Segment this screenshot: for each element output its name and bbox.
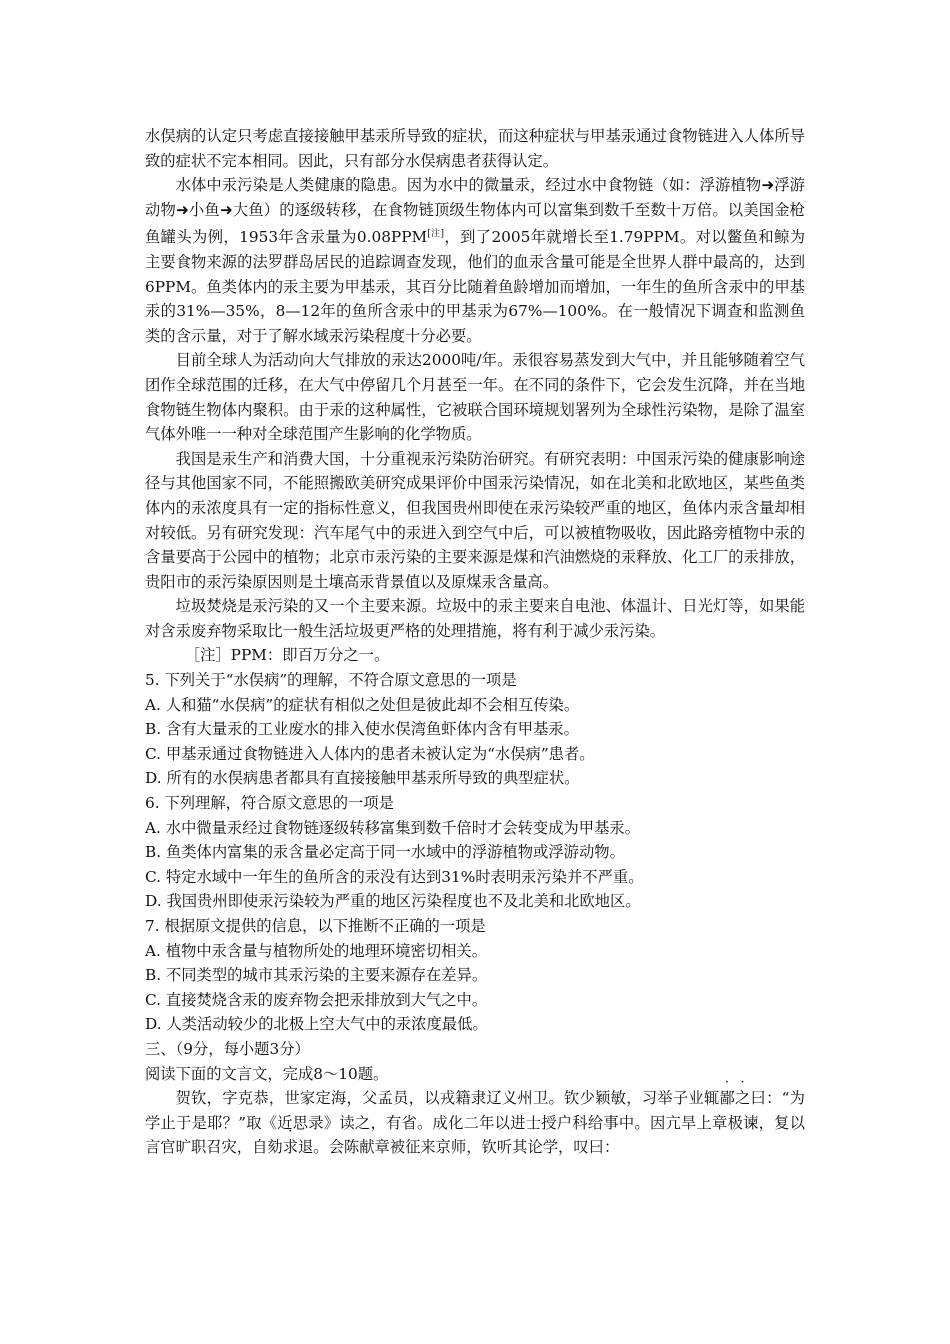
arrow-icon: ➜ — [761, 176, 775, 195]
question-6-option-b: B. 鱼类体内富集的汞含量必定高于同一水域中的浮游植物或浮游动物。 — [145, 843, 625, 862]
passage-paragraph-1: 水俣病的认定只考虑直接接触甲基汞所导致的症状，而这种症状与甲基汞通过食物链进入人体所导致的症状不完本相同。因此，只有部分水俣病患者获得认定。 — [145, 127, 805, 170]
footnote: ［注］PPM：即百万分之一。 — [184, 646, 390, 665]
paragraph-2-part-d: 大鱼）的逐级转移，在食物链顶级生物体内可以富集到数千至数十万倍。以美国金枪鱼罐头为例，1953年含汞量为0.08PPM — [145, 200, 805, 247]
question-5-option-a: A. 人和猫“水俣病”的症状有相似之处但是彼此却不会相互传染。 — [145, 695, 580, 714]
emphasized-character: 辄 — [703, 1089, 720, 1108]
passage-paragraph-2 — [145, 173, 805, 348]
passage-paragraph-4: 我国是汞生产和消费大国，十分重视汞污染防治研究。有研究表明：中国汞污染的健康影响途径与其他国家不同，不能照搬欧美研究成果评价中国汞污染情况，如在北美和北欧地区，某些鱼类体内的汞浓度具有一定的指标性意义，但我国贵州即使在汞污染较严重的地区，鱼体内汞含量却相对较低。另有研究发现：汽车尾气中的汞进入到空气中后，可以被植物吸收，因此路旁植物中汞的含量要高于公园中的植物；北京市汞污染的主要来源是煤和汽油燃烧的汞释放、化工厂的汞排放，贵阳市的汞污染原因则是土壤高汞背景值以及原煤汞含量高。 — [145, 449, 805, 591]
question-6-option-a: A. 水中微量汞经过食物链逐级转移富集到数千倍时才会转变成为甲基汞。 — [145, 818, 640, 837]
emphasized-character: 劾 — [267, 1138, 283, 1157]
paragraph-2-part-e: ，到了2005年就增长至1.79PPM。对以鳖鱼和鲸为主要食物来源的法罗群岛居民的追踪调查发现，他们的血汞含量可能是全世界人群中最高的，达到6PPM。鱼类体内的汞主要为甲基汞，其百分比随着鱼龄增加而增加，一年生的鱼所含汞中的甲基汞的31%—35%，8—12年的鱼所含汞中的甲基汞为67%—100%。在一般情况下调查和监测鱼类的含示量，对于了解水域汞污染程度十分必要。 — [145, 228, 805, 345]
classical-text — [145, 1086, 805, 1160]
question-5-option-b: B. 含有大量汞的工业废水的排入使水俣湾鱼虾体内含有甲基汞。 — [145, 720, 579, 739]
paragraph-2-part-a: 水体中汞污染是人类健康的隐患。因为水中的微量汞，经过水中食物链（如：浮游植物 — [175, 176, 762, 195]
footnote-marker: [注] — [427, 229, 444, 240]
paragraph-2-part-b: 浮游动物 — [145, 176, 805, 219]
question-5-option-c: C. 甲基汞通过食物链进入人体内的患者未被认定为“水俣病”患者。 — [145, 744, 595, 763]
question-7-option-a: A. 植物中汞含量与植物所处的地理环境密切相关。 — [145, 941, 488, 960]
classical-text-part-1: 贺钦，字克恭，世家定海，父孟员，以戎籍隶辽义州卫。钦少颖敏，习举子业 — [175, 1089, 704, 1108]
question-5-option-d: D. 所有的水俣病患者都具有直接接触甲基汞所导致的典型症状。 — [145, 769, 580, 788]
arrow-icon: ➜ — [175, 200, 189, 219]
classical-text-part-4: 求退。会陈献章被征来京师，钦听其论学，叹曰： — [282, 1138, 620, 1157]
section-3-heading: 三、（9分，每小题3分） — [145, 1039, 310, 1058]
question-6-option-c: C. 特定水域中一年生的鱼所含的汞没有达到31%时表明汞污染并不严重。 — [145, 867, 644, 886]
question-6-option-d: D. 我国贵州即使汞污染较为严重的地区污染程度也不及北美和北欧地区。 — [145, 892, 641, 911]
emphasized-character: 鄙 — [719, 1089, 735, 1108]
classical-text-part-3: 之曰：“为学止于是耶？”取《近思录》读之，有省。成化二年以进士授户科给事中。因亢旱上章极谏，复以言官旷职召灾，自 — [145, 1089, 805, 1157]
question-5-stem: 5. 下列关于“水俣病”的理解，不符合原文意思的一项是 — [145, 671, 517, 690]
section-3-instruction: 阅读下面的文言文，完成8～10题。 — [145, 1064, 389, 1083]
passage-paragraph-5: 垃圾焚烧是汞污染的又一个主要来源。垃圾中的汞主要来自电池、体温计、日光灯等，如果能对含汞废弃物采取比一般生活垃圾更严格的处理措施，将有利于减少汞污染。 — [145, 597, 805, 640]
question-6-stem: 6. 下列理解，符合原文意思的一项是 — [145, 794, 394, 813]
document-page — [145, 124, 805, 1160]
paragraph-2-part-c: 小鱼 — [188, 200, 220, 219]
question-7-option-d: D. 人类活动较少的北极上空大气中的汞浓度最低。 — [145, 1015, 488, 1034]
question-7-stem: 7. 根据原文提供的信息，以下推断不正确的一项是 — [145, 917, 486, 935]
question-7-option-b: B. 不同类型的城市其汞污染的主要来源存在差异。 — [145, 966, 488, 985]
arrow-icon: ➜ — [219, 200, 233, 219]
question-7-option-c: C. 直接焚烧含汞的废弃物会把汞排放到大气之中。 — [145, 990, 488, 1009]
passage-paragraph-3: 目前全球人为活动向大气排放的汞达2000吨/年。汞很容易蒸发到大气中，并且能够随着空气团作全球范围的迁移，在大气中停留几个月甚至一年。在不同的条件下，它会发生沉降，并在当地食物链生物体内聚积。由于汞的这种属性，它被联合国环境规划署列为全球性污染物，是除了温室气体外唯一一种对全球范围产生影响的化学物质。 — [145, 351, 805, 444]
